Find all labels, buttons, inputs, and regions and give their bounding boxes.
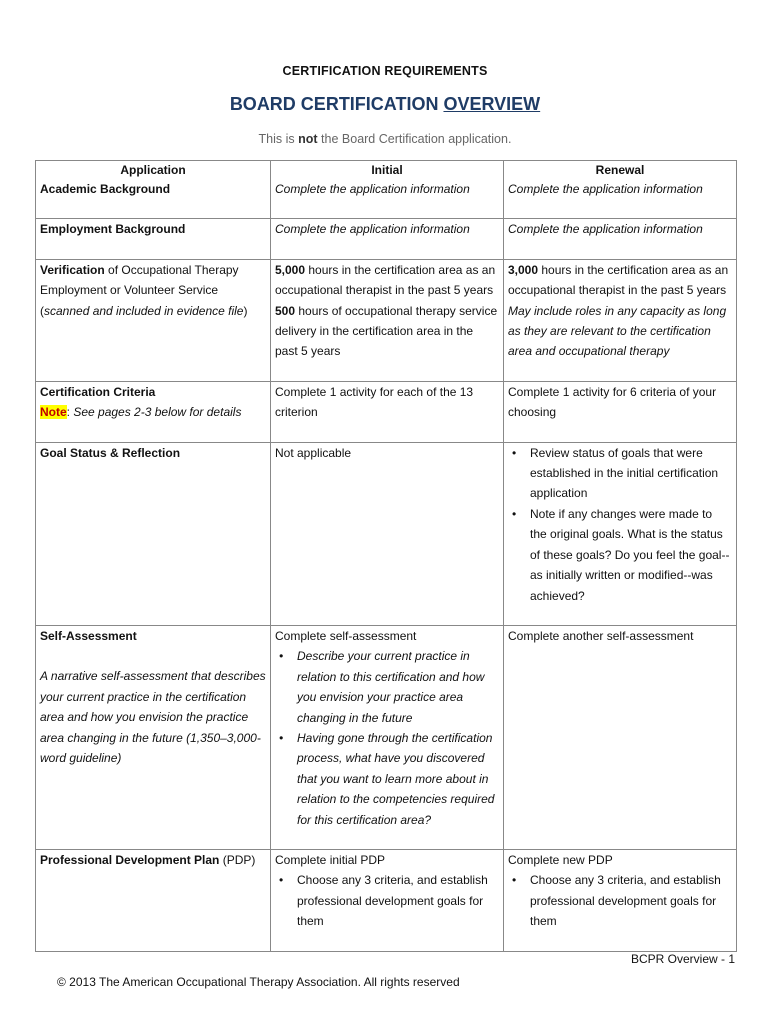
renewal-hours-note: May include roles in any capacity as long as they are relevant to the certification area and occupational therapy <box>508 303 727 359</box>
initial-hours-2: 500 <box>275 303 296 318</box>
initial-hours-2-text: hours of occupational therapy service delivery in the certification area in the past 5 years <box>275 303 498 359</box>
subtitle-bold: not <box>298 132 318 146</box>
pdp-renewal <box>504 849 737 951</box>
verification-label-rest: of Occupational Therapy Employment or Volunteer Service ( <box>40 262 239 318</box>
row-academic <box>36 179 737 219</box>
academic-label: Academic Background <box>36 179 271 219</box>
copyright-notice: © 2013 The American Occupational Therapy Association. All rights reserved <box>57 975 460 989</box>
pdp-renewal-list <box>508 870 732 931</box>
criteria-renewal: Complete 1 activity for 6 criteria of your choosing <box>504 381 737 442</box>
pdp-label-rest: (PDP) <box>219 852 256 867</box>
verification-label <box>36 259 271 381</box>
pdp-renewal-text: Complete new PDP <box>508 852 613 867</box>
pdp-initial-text: Complete initial PDP <box>275 852 386 867</box>
pdp-initial-list <box>275 870 499 931</box>
criteria-label-cell <box>36 381 271 442</box>
header-application: Application <box>36 161 271 180</box>
list-item: • Choose any 3 criteria, and establish professional development goals for them <box>289 870 499 931</box>
table-header-row <box>36 161 737 180</box>
self-assessment-label-cell <box>36 625 271 849</box>
academic-initial: Complete the application information <box>271 179 504 219</box>
criteria-initial: Complete 1 activity for each of the 13 criterion <box>271 381 504 442</box>
page-title <box>0 94 770 115</box>
self-assessment-description: A narrative self-assessment that describes your current practice in the certification area and how you envision the practice area changing in the future (1,350–3,000-word guideline) <box>40 669 266 765</box>
renewal-hours-text: hours in the certification area as an occupational therapist in the past 5 years <box>508 262 729 298</box>
row-criteria <box>36 381 737 442</box>
note-highlight: Note <box>40 405 67 420</box>
pdp-label-bold: Professional Development Plan <box>40 852 220 867</box>
header-renewal: Renewal <box>504 161 737 180</box>
row-employment <box>36 219 737 259</box>
note-text: See pages 2-3 below for details <box>73 405 242 420</box>
employment-renewal: Complete the application information <box>504 219 737 259</box>
initial-hours-1: 5,000 <box>275 262 306 277</box>
header-initial: Initial <box>271 161 504 180</box>
goal-initial: Not applicable <box>271 442 504 625</box>
list-item: • Note if any changes were made to the original goals. What is the status of these goals? Do you feel the goal--as initially written or modified--was achieved? <box>522 504 732 606</box>
list-item: • Review status of goals that were established in the initial certification application <box>522 443 732 504</box>
title-part-1: BOARD CERTIFICATION <box>229 94 444 114</box>
initial-hours-1-text: hours in the certification area as an occupational therapist in the past 5 years <box>275 262 496 298</box>
pdp-label-cell <box>36 849 271 951</box>
requirements-table <box>35 160 737 952</box>
list-item: • Having gone through the certification process, what have you discovered that you want to learn more about in relation to the competencies required for this certification area? <box>289 728 499 830</box>
kicker-heading: CERTIFICATION REQUIREMENTS <box>282 64 488 78</box>
employment-initial: Complete the application information <box>271 219 504 259</box>
self-assessment-initial <box>271 625 504 849</box>
title-part-2: OVERVIEW <box>443 94 541 114</box>
self-assessment-initial-text: Complete self-assessment <box>275 628 417 643</box>
verification-renewal <box>504 259 737 381</box>
subtitle-pre: This is <box>258 132 299 146</box>
note-separator: : <box>66 405 74 420</box>
verification-initial <box>271 259 504 381</box>
pdp-initial <box>271 849 504 951</box>
row-pdp <box>36 849 737 951</box>
self-assessment-renewal: Complete another self-assessment <box>504 625 737 849</box>
page-number: BCPR Overview - 1 <box>630 952 735 966</box>
criteria-label: Certification Criteria <box>40 384 156 399</box>
verification-label-bold: Verification <box>40 262 105 277</box>
list-item: • Describe your current practice in relation to this certification and how you envision your practice area changing in the future <box>289 646 499 728</box>
row-verification <box>36 259 737 381</box>
row-self-assessment <box>36 625 737 849</box>
academic-renewal: Complete the application information <box>504 179 737 219</box>
goal-renewal <box>504 442 737 625</box>
self-assessment-initial-list <box>275 646 499 830</box>
employment-label: Employment Background <box>36 219 271 259</box>
goal-renewal-list <box>508 443 732 606</box>
subtitle <box>0 132 770 146</box>
renewal-hours: 3,000 <box>508 262 539 277</box>
row-goal <box>36 442 737 625</box>
list-item: • Choose any 3 criteria, and establish professional development goals for them <box>522 870 732 931</box>
goal-label: Goal Status & Reflection <box>36 442 271 625</box>
verification-label-end: ) <box>243 303 248 318</box>
self-assessment-label: Self-Assessment <box>40 628 137 643</box>
subtitle-post: the Board Certification application. <box>317 132 512 146</box>
verification-label-italic: scanned and included in evidence file <box>44 303 244 318</box>
